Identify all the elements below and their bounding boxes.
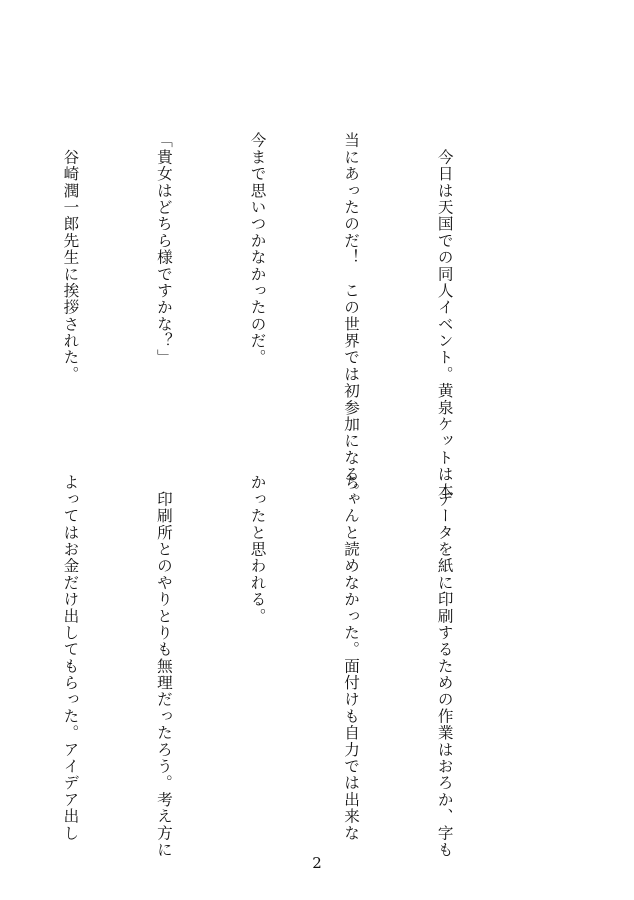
text-block-top: [61, 132, 522, 500]
text-column: よってはお金だけ出してもらった。アイデア出し: [61, 474, 80, 842]
text-block-bottom: [61, 474, 522, 858]
text-column: ちゃんと読めなかった。面付けも自力では出来な: [342, 474, 361, 842]
text-column: 今日は天国での同人イベント。黄泉ケットは本: [435, 132, 454, 500]
text-column: 今まで思いつかなかったのだ。: [248, 132, 267, 366]
text-column: 当にあったのだ！ この世界では初参加になる。: [342, 132, 361, 500]
text-column: 印刷所とのやりとりも無理だったろう。考え方に: [154, 474, 173, 858]
text-column: かったと思われる。: [248, 474, 267, 625]
text-column: 「貴女はどちら様ですかな？」: [154, 132, 173, 366]
text-column: 谷崎潤一郎先生に挨拶された。: [61, 132, 80, 383]
text-column: データを紙に印刷するための作業はおろか、字も: [435, 474, 454, 858]
page-number: 2: [312, 854, 322, 872]
